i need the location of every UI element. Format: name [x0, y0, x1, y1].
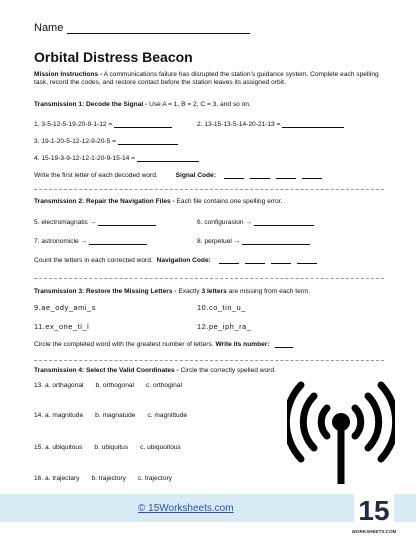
code-blank[interactable]	[276, 172, 296, 179]
t1-write-text: Write the first letter of each decoded word.	[34, 172, 158, 179]
t3-heading-rest-b: 3 letters	[201, 288, 227, 295]
copyright-link[interactable]	[138, 503, 234, 514]
t3-heading-rest-c: are missing from each term.	[226, 288, 311, 295]
option-15c[interactable]: c. ubiquoitous	[140, 444, 181, 451]
answer-blank[interactable]	[282, 121, 344, 128]
t2-code-row	[34, 257, 317, 264]
t3-item-12: 12.pe_iph_ra_	[197, 322, 252, 331]
section-divider	[34, 278, 384, 279]
answer-blank[interactable]	[118, 138, 178, 145]
t2-item-8-text: 8. perpetuel →	[197, 238, 241, 245]
option-13a[interactable]: 13. a. orthagonal	[34, 382, 84, 389]
t2-item-6-text: 6. configurasion →	[197, 219, 252, 226]
t2-heading-rest: Each file contains one spelling error.	[174, 198, 283, 205]
transmission-3-heading	[34, 288, 310, 295]
t4-row-16	[34, 475, 172, 482]
option-14c[interactable]: c. magnittude	[147, 412, 188, 419]
t2-item-5-text: 5. electromagnatic →	[34, 219, 97, 226]
t4-heading-rest: Circle the correctly spelled word.	[178, 367, 276, 374]
t2-item-5	[34, 219, 156, 226]
logo-number: 15	[358, 495, 390, 526]
t3-item-9: 9.ae_ody_ami_s	[34, 303, 96, 312]
instructions-text: A communications failure has disrupted the station's guidance system. Complete each spelling task, record the codes, and restore contact before the station leaves its assigned orbit.	[34, 71, 379, 87]
answer-blank[interactable]	[98, 219, 156, 226]
number-blank[interactable]	[275, 341, 293, 348]
t3-heading-rest-a: Exactly	[176, 288, 202, 295]
t1-item-1	[34, 121, 172, 128]
copyright-text[interactable]: © 15Worksheets.com	[138, 503, 234, 514]
name-row	[34, 22, 250, 34]
code-blank[interactable]	[271, 257, 291, 264]
t1-item-3-text: 3. 19-1-20-5-12-12-9-20-5 =	[34, 138, 116, 145]
answer-blank[interactable]	[242, 238, 310, 245]
instructions-label: Mission Instructions -	[34, 71, 103, 78]
t3-circle-row	[34, 341, 293, 348]
signal-code-label: Signal Code:	[175, 172, 216, 179]
t3-circle-text: Circle the completed word with the greatest number of letters.	[34, 341, 214, 348]
code-blank[interactable]	[250, 172, 270, 179]
code-blank[interactable]	[297, 257, 317, 264]
answer-blank[interactable]	[114, 121, 172, 128]
transmission-2-heading	[34, 198, 282, 205]
code-blank[interactable]	[224, 172, 244, 179]
t3-heading-label: Transmission 3: Restore the Missing Letters -	[34, 288, 177, 295]
option-15b[interactable]: b. ubiquitus	[94, 444, 129, 451]
t2-item-7	[34, 238, 147, 245]
t1-item-2	[197, 121, 344, 128]
option-15a[interactable]: 15. a. ubiquitous	[34, 444, 83, 451]
option-13b[interactable]: b. orthogonal	[95, 382, 134, 389]
code-blank[interactable]	[302, 172, 322, 179]
t2-count-text: Count the letters in each corrected word.	[34, 257, 153, 264]
t1-item-3	[34, 138, 178, 145]
worksheet-title: Orbital Distress Beacon	[34, 49, 193, 65]
code-blank[interactable]	[219, 257, 239, 264]
t2-item-7-text: 7. astronomicle →	[34, 238, 88, 245]
mission-instructions	[34, 71, 384, 88]
t4-row-14	[34, 412, 187, 419]
section-divider	[34, 189, 384, 190]
worksheets-logo	[352, 492, 396, 541]
transmission-4-heading	[34, 367, 276, 374]
section-divider	[34, 360, 384, 361]
code-blank[interactable]	[245, 257, 265, 264]
option-16c[interactable]: c. trajectory	[137, 475, 172, 482]
name-label: Name	[34, 22, 64, 34]
answer-blank[interactable]	[137, 155, 199, 162]
transmission-1-heading	[34, 101, 251, 108]
t1-heading-rest: Use A = 1, B = 2, C = 3, and so on.	[147, 101, 251, 108]
t1-item-2-text: 2. 13-15-13-5-14-20-21-13 =	[197, 121, 281, 128]
write-number-label: Write its number:	[215, 341, 270, 348]
broadcast-antenna-icon	[287, 380, 395, 490]
logo-mark	[352, 492, 396, 536]
option-16b[interactable]: b. trajectory	[91, 475, 126, 482]
option-13c[interactable]: c. orthoginal	[146, 382, 182, 389]
option-14a[interactable]: 14. a. magnitude	[34, 412, 84, 419]
t1-item-4	[34, 155, 199, 162]
logo-text: WORKSHEETS.COM	[352, 529, 396, 534]
t4-row-13	[34, 382, 182, 389]
option-14b[interactable]: b. magnatude	[95, 412, 136, 419]
t2-item-8	[197, 238, 310, 245]
t3-item-10: 10.co_tin_u_	[197, 303, 246, 312]
t1-heading-label: Transmission 1: Decode the Signal -	[34, 101, 148, 108]
t2-item-6	[197, 219, 314, 226]
t2-heading-label: Transmission 2: Repair the Navigation Files -	[34, 198, 175, 205]
answer-blank[interactable]	[89, 238, 147, 245]
answer-blank[interactable]	[254, 219, 314, 226]
t4-row-15	[34, 444, 181, 451]
t4-heading-label: Transmission 4: Select the Valid Coordinates -	[34, 367, 179, 374]
t3-item-11: 11.ex_one_ti_l	[34, 322, 90, 331]
t1-code-row	[34, 172, 322, 179]
navigation-code-label: Navigation Code:	[156, 257, 211, 264]
name-field[interactable]	[67, 23, 250, 34]
option-16a[interactable]: 16. a. trajectary	[34, 475, 80, 482]
t1-item-1-text: 1. 3-5-12-5-19-20-9-1-12 =	[34, 121, 113, 128]
t1-item-4-text: 4. 15-19-3-9-12-12-1-20-9-15-14 =	[34, 155, 135, 162]
